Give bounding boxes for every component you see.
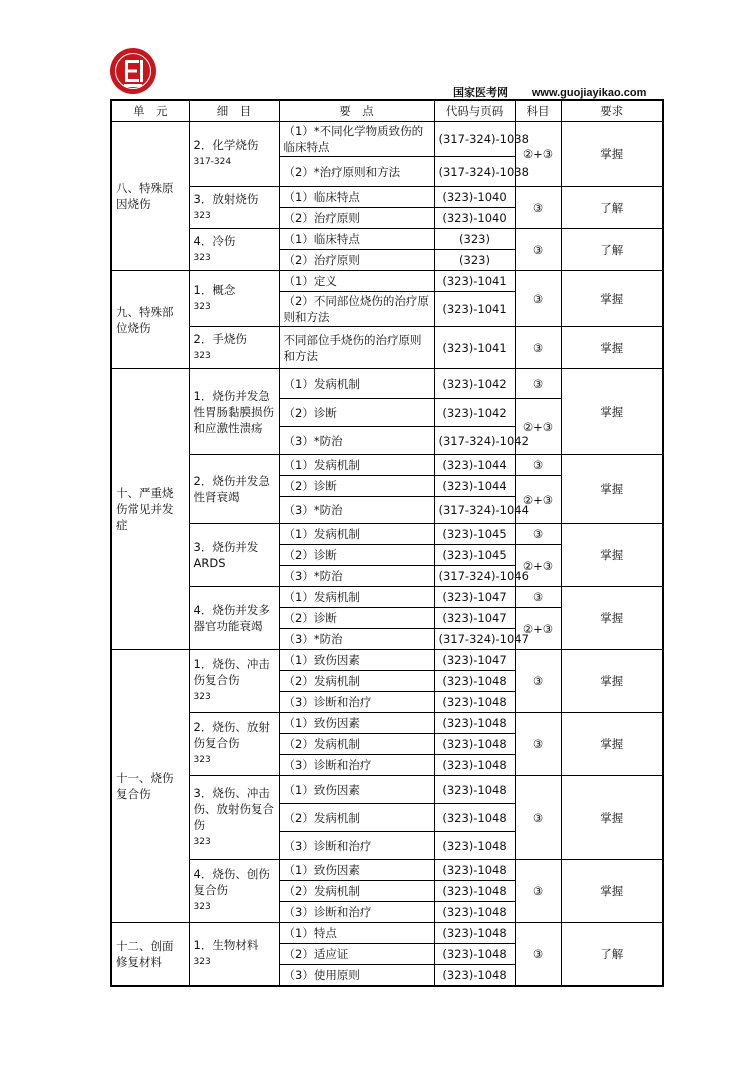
point-cell: （3）诊断和治疗 — [279, 832, 434, 860]
code-cell: (317-324)-1038 — [434, 122, 515, 157]
subject-cell: ②+③ — [515, 476, 561, 524]
subject-cell: ③ — [515, 524, 561, 545]
table-row — [111, 923, 663, 944]
detail-name: 1．烧伤、冲击伤复合伤 — [193, 657, 270, 687]
column-header: 要 点 — [279, 100, 434, 122]
point-cell: （2）治疗原则 — [279, 208, 434, 229]
point-cell: （3）*防治 — [279, 427, 434, 455]
detail-pages: 323 — [193, 692, 211, 702]
detail-cell — [189, 455, 279, 524]
point-cell: （3）使用原则 — [279, 965, 434, 986]
detail-pages: 323 — [193, 755, 211, 765]
point-cell: （1）发病机制 — [279, 369, 434, 399]
subject-cell: ③ — [515, 229, 561, 271]
logo-emblem-icon — [109, 47, 157, 95]
point-cell: （1）定义 — [279, 271, 434, 292]
code-cell: (323)-1048 — [434, 944, 515, 965]
unit-cell: 九、特殊部位烧伤 — [111, 271, 189, 369]
code-cell: (323)-1048 — [434, 804, 515, 832]
code-cell: (323)-1045 — [434, 545, 515, 566]
subject-cell: ②+③ — [515, 399, 561, 455]
detail-cell — [189, 229, 279, 271]
point-cell: （1）临床特点 — [279, 187, 434, 208]
detail-cell — [189, 650, 279, 713]
table-row — [111, 587, 663, 608]
point-cell: （2）治疗原则 — [279, 250, 434, 271]
logo — [109, 47, 157, 95]
detail-name: 2．化学烧伤 — [193, 138, 259, 152]
point-cell: （2）诊断 — [279, 399, 434, 427]
detail-name: 3．放射烧伤 — [193, 191, 259, 206]
code-cell: (323)-1048 — [434, 923, 515, 944]
point-cell: （1）*不同化学物质致伤的临床特点 — [279, 122, 434, 157]
point-cell: （2）*治疗原则和方法 — [279, 157, 434, 187]
code-cell: (323)-1045 — [434, 524, 515, 545]
table-row — [111, 271, 663, 292]
point-cell: （2）诊断 — [279, 476, 434, 497]
subject-cell: ③ — [515, 187, 561, 229]
subject-cell: ③ — [515, 327, 561, 369]
detail-name: 3．烧伤、冲击伤、放射伤复合伤 — [193, 785, 274, 832]
detail-cell — [189, 524, 279, 587]
detail-name: 4．烧伤并发多器官功能衰竭 — [193, 603, 270, 633]
code-cell: (323)-1041 — [434, 327, 515, 369]
requirement-cell: 掌握 — [561, 271, 663, 327]
requirement-cell: 掌握 — [561, 369, 663, 455]
detail-cell — [189, 122, 279, 187]
table-row — [111, 713, 663, 734]
detail-name: 2．手烧伤 — [193, 331, 247, 346]
detail-name: 1．概念 — [193, 282, 236, 297]
subject-cell: ③ — [515, 923, 561, 986]
detail-cell — [189, 860, 279, 923]
point-cell: （1）发病机制 — [279, 455, 434, 476]
page-header — [453, 84, 646, 100]
detail-cell — [189, 187, 279, 229]
column-header: 科目 — [515, 100, 561, 122]
detail-pages: 323 — [193, 210, 211, 221]
point-cell: （2）不同部位烧伤的治疗原则和方法 — [279, 292, 434, 327]
detail-cell — [189, 271, 279, 327]
syllabus-body — [111, 100, 663, 986]
code-cell: (323)-1047 — [434, 650, 515, 671]
point-cell: （3）诊断和治疗 — [279, 755, 434, 776]
point-cell: （2）诊断 — [279, 608, 434, 629]
point-cell: （1）特点 — [279, 923, 434, 944]
point-cell: （3）诊断和治疗 — [279, 692, 434, 713]
point-cell: （1）致伤因素 — [279, 650, 434, 671]
column-header: 细 目 — [189, 100, 279, 122]
subject-cell: ②+③ — [515, 545, 561, 587]
subject-cell: ②+③ — [515, 122, 561, 187]
code-cell: (323)-1048 — [434, 965, 515, 986]
column-header: 要求 — [561, 100, 663, 122]
detail-cell — [189, 776, 279, 860]
subject-cell: ③ — [515, 587, 561, 608]
point-cell: （2）发病机制 — [279, 734, 434, 755]
table-row — [111, 369, 663, 399]
site-url: www.guojiayikao.com — [531, 87, 647, 99]
code-cell: (323)-1048 — [434, 755, 515, 776]
detail-pages: 323 — [193, 301, 211, 312]
detail-pages: 323 — [193, 956, 211, 967]
detail-name: 4．烧伤、创伤复合伤 — [193, 867, 270, 897]
detail-name: 4．冷伤 — [193, 233, 236, 248]
subject-cell: ③ — [515, 650, 561, 713]
table-row — [111, 860, 663, 881]
code-cell: (317-324)-1038 — [434, 157, 515, 187]
point-cell: （3）诊断和治疗 — [279, 902, 434, 923]
table-header-row — [111, 100, 663, 122]
code-cell: (323)-1044 — [434, 455, 515, 476]
column-header: 单 元 — [111, 100, 189, 122]
code-cell: (323) — [434, 229, 515, 250]
table-row — [111, 229, 663, 250]
point-cell: （2）发病机制 — [279, 671, 434, 692]
subject-cell: ③ — [515, 369, 561, 399]
point-cell: （1）致伤因素 — [279, 776, 434, 804]
point-cell: （1）临床特点 — [279, 229, 434, 250]
requirement-cell: 了解 — [561, 187, 663, 229]
code-cell: (323)-1048 — [434, 860, 515, 881]
detail-pages: 323 — [193, 350, 211, 361]
code-cell: (317-324)-1042 — [434, 427, 515, 455]
point-cell: （1）致伤因素 — [279, 860, 434, 881]
unit-cell: 八、特殊原因烧伤 — [111, 122, 189, 271]
column-header: 代码与页码 — [434, 100, 515, 122]
code-cell: (323)-1040 — [434, 208, 515, 229]
code-cell: (323)-1044 — [434, 476, 515, 497]
subject-cell: ③ — [515, 860, 561, 923]
detail-pages: 323 — [193, 902, 211, 912]
code-cell: (323)-1048 — [434, 671, 515, 692]
requirement-cell: 掌握 — [561, 587, 663, 650]
table-row — [111, 776, 663, 804]
point-cell: （2）发病机制 — [279, 881, 434, 902]
detail-pages: 323 — [193, 836, 211, 847]
code-cell: (323)-1048 — [434, 734, 515, 755]
detail-name: 3．烧伤并发ARDS — [193, 540, 259, 570]
requirement-cell: 了解 — [561, 923, 663, 986]
table-row — [111, 455, 663, 476]
requirement-cell: 掌握 — [561, 327, 663, 369]
code-cell: (323)-1042 — [434, 399, 515, 427]
detail-cell — [189, 923, 279, 986]
unit-cell: 十二、创面修复材料 — [111, 923, 189, 986]
site-name: 国家医考网 — [453, 86, 508, 99]
requirement-cell: 掌握 — [561, 650, 663, 713]
detail-name: 2．烧伤并发急性肾衰竭 — [193, 474, 270, 504]
detail-cell — [189, 327, 279, 369]
point-cell: （3）*防治 — [279, 497, 434, 524]
detail-pages: 317-324 — [193, 157, 232, 167]
code-cell: (323)-1048 — [434, 713, 515, 734]
table-row — [111, 327, 663, 369]
requirement-cell: 了解 — [561, 229, 663, 271]
point-cell: （3）*防治 — [279, 629, 434, 650]
unit-cell: 十、严重烧伤常见并发症 — [111, 369, 189, 650]
code-cell: (323)-1041 — [434, 271, 515, 292]
detail-name: 2．烧伤、放射伤复合伤 — [193, 720, 270, 750]
code-cell: (323)-1048 — [434, 776, 515, 804]
point-cell: （2）诊断 — [279, 545, 434, 566]
code-cell: (323)-1041 — [434, 292, 515, 327]
detail-cell — [189, 713, 279, 776]
code-cell: (323)-1040 — [434, 187, 515, 208]
table-row — [111, 187, 663, 208]
requirement-cell: 掌握 — [561, 455, 663, 524]
point-cell: （3）*防治 — [279, 566, 434, 587]
point-cell: 不同部位手烧伤的治疗原则和方法 — [279, 327, 434, 369]
detail-pages: 323 — [193, 252, 211, 263]
requirement-cell: 掌握 — [561, 776, 663, 860]
subject-cell: ③ — [515, 776, 561, 860]
code-cell: (323)-1047 — [434, 587, 515, 608]
table-row — [111, 650, 663, 671]
code-cell: (323)-1048 — [434, 881, 515, 902]
unit-cell: 十一、烧伤复合伤 — [111, 650, 189, 923]
subject-cell: ③ — [515, 713, 561, 776]
code-cell: (323)-1048 — [434, 692, 515, 713]
syllabus-table — [110, 99, 664, 987]
detail-name: 1．生物材料 — [193, 937, 259, 952]
detail-cell — [189, 587, 279, 650]
detail-name: 1．烧伤并发急性胃肠黏膜损伤和应激性溃疡 — [193, 388, 274, 435]
code-cell: (323)-1048 — [434, 832, 515, 860]
subject-cell: ③ — [515, 271, 561, 327]
point-cell: （2）发病机制 — [279, 804, 434, 832]
detail-cell — [189, 369, 279, 455]
table-row — [111, 122, 663, 157]
code-cell: (323)-1042 — [434, 369, 515, 399]
code-cell: (317-324)-1046 — [434, 566, 515, 587]
point-cell: （1）发病机制 — [279, 587, 434, 608]
point-cell: （1）致伤因素 — [279, 713, 434, 734]
requirement-cell: 掌握 — [561, 860, 663, 923]
code-cell: (323)-1047 — [434, 608, 515, 629]
subject-cell: ③ — [515, 455, 561, 476]
table-row — [111, 524, 663, 545]
requirement-cell: 掌握 — [561, 524, 663, 587]
code-cell: (317-324)-1047 — [434, 629, 515, 650]
requirement-cell: 掌握 — [561, 713, 663, 776]
point-cell: （2）适应证 — [279, 944, 434, 965]
point-cell: （1）发病机制 — [279, 524, 434, 545]
code-cell: (317-324)-1044 — [434, 497, 515, 524]
subject-cell: ②+③ — [515, 608, 561, 650]
requirement-cell: 掌握 — [561, 122, 663, 187]
code-cell: (323)-1048 — [434, 902, 515, 923]
code-cell: (323) — [434, 250, 515, 271]
